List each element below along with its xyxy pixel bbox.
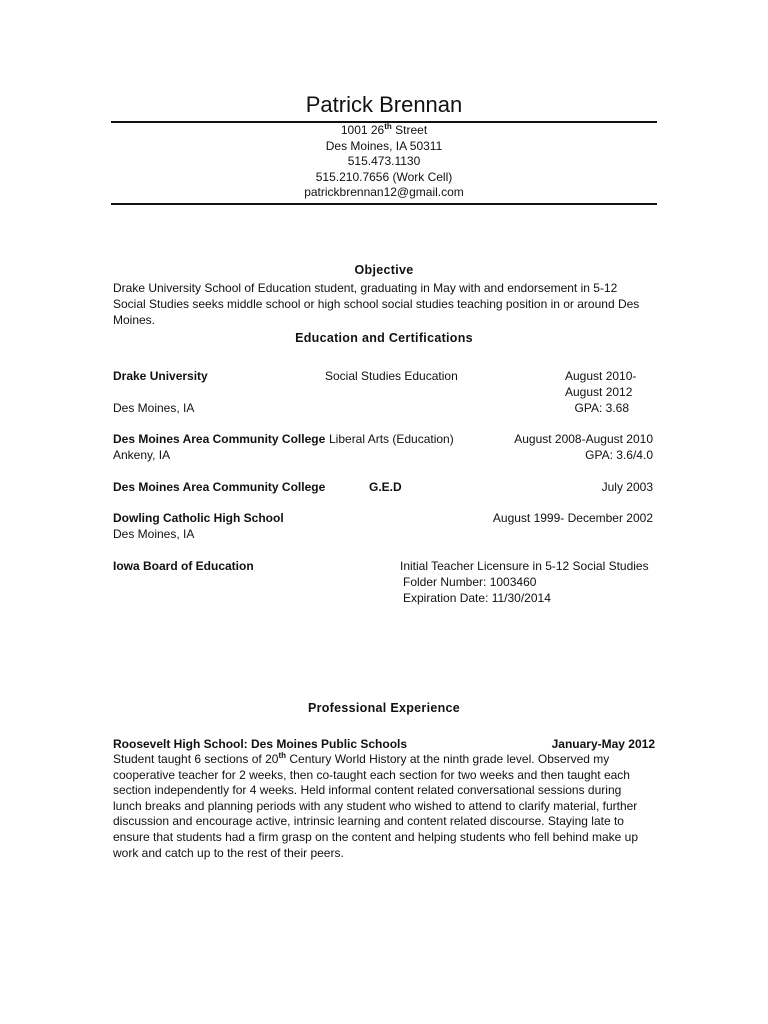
edu-drake-date-line2: August 2012	[565, 385, 633, 399]
edu-dmacc1-program: Liberal Arts (Education)	[329, 432, 454, 446]
header-bottom-rule	[111, 203, 657, 205]
edu-dmacc2-dates: July 2003	[601, 480, 653, 494]
job-title: Roosevelt High School: Des Moines Public Schools	[113, 737, 408, 751]
email-line: patrickbrennan12@gmail.com	[304, 185, 464, 200]
edu-drake-gpa: GPA: 3.68	[574, 401, 629, 415]
edu-dmacc1-location: Ankeny, IA	[113, 448, 171, 462]
education-heading: Education and Certifications	[295, 331, 473, 345]
edu-iowa-board: Iowa Board of Education	[113, 559, 254, 573]
objective-text: Drake University School of Education student, graduating in May with and endorsement in 5-12 Social Studies seeks middle school or high school social studies teaching position in or around Des Moines.	[113, 281, 640, 327]
edu-dowling-location: Des Moines, IA	[113, 527, 195, 541]
job-description: Student taught 6 sections of 20th Century World History at the ninth grade level. Observed my cooperative teacher for 2 weeks, then co-taught each section for two weeks and then taught each section independently for 4 weeks. Held informal content related conversational sessions during lunch breaks and planning periods with any student who wished to attend to clarify material, further discussion and encourage active, intrinsic learning and content related discourse. Staying late to ensure that students had a firm grasp on the content and helping students who fell behind make up work and catch up to the rest of their peers.	[113, 751, 639, 860]
edu-dowling-school: Dowling Catholic High School	[113, 511, 284, 525]
edu-dmacc1-school: Des Moines Area Community College	[113, 432, 326, 446]
edu-dowling-dates: August 1999- December 2002	[492, 511, 653, 525]
edu-dmacc1-dates: August 2008-August 2010	[514, 432, 653, 446]
city-line: Des Moines, IA 50311	[325, 138, 443, 153]
edu-drake-location: Des Moines, IA	[113, 401, 195, 415]
resume-name: Patrick Brennan	[305, 92, 463, 117]
edu-dmacc1-gpa: GPA: 3.6/4.0	[585, 448, 653, 462]
edu-dmacc2-program: G.E.D	[369, 480, 402, 494]
edu-drake-program: Social Studies Education	[325, 369, 458, 383]
objective-heading: Objective	[354, 263, 414, 277]
address-line: 1001 26th Street	[340, 122, 428, 137]
edu-iowa-expiration: Expiration Date: 11/30/2014	[403, 591, 551, 605]
edu-drake-school: Drake University	[113, 369, 208, 383]
edu-dmacc2-school: Des Moines Area Community College	[113, 480, 326, 494]
phone-line: 515.473.1130	[347, 154, 421, 169]
contact-block	[0, 123, 768, 201]
experience-heading: Professional Experience	[307, 701, 461, 715]
edu-iowa-folder: Folder Number: 1003460	[403, 575, 537, 589]
edu-iowa-license: Initial Teacher Licensure in 5-12 Social Studies	[400, 559, 649, 573]
job-dates: January-May 2012	[551, 737, 655, 751]
edu-drake-date-line1: August 2010-	[565, 369, 637, 383]
work-cell-line: 515.210.7656 (Work Cell)	[315, 169, 453, 184]
